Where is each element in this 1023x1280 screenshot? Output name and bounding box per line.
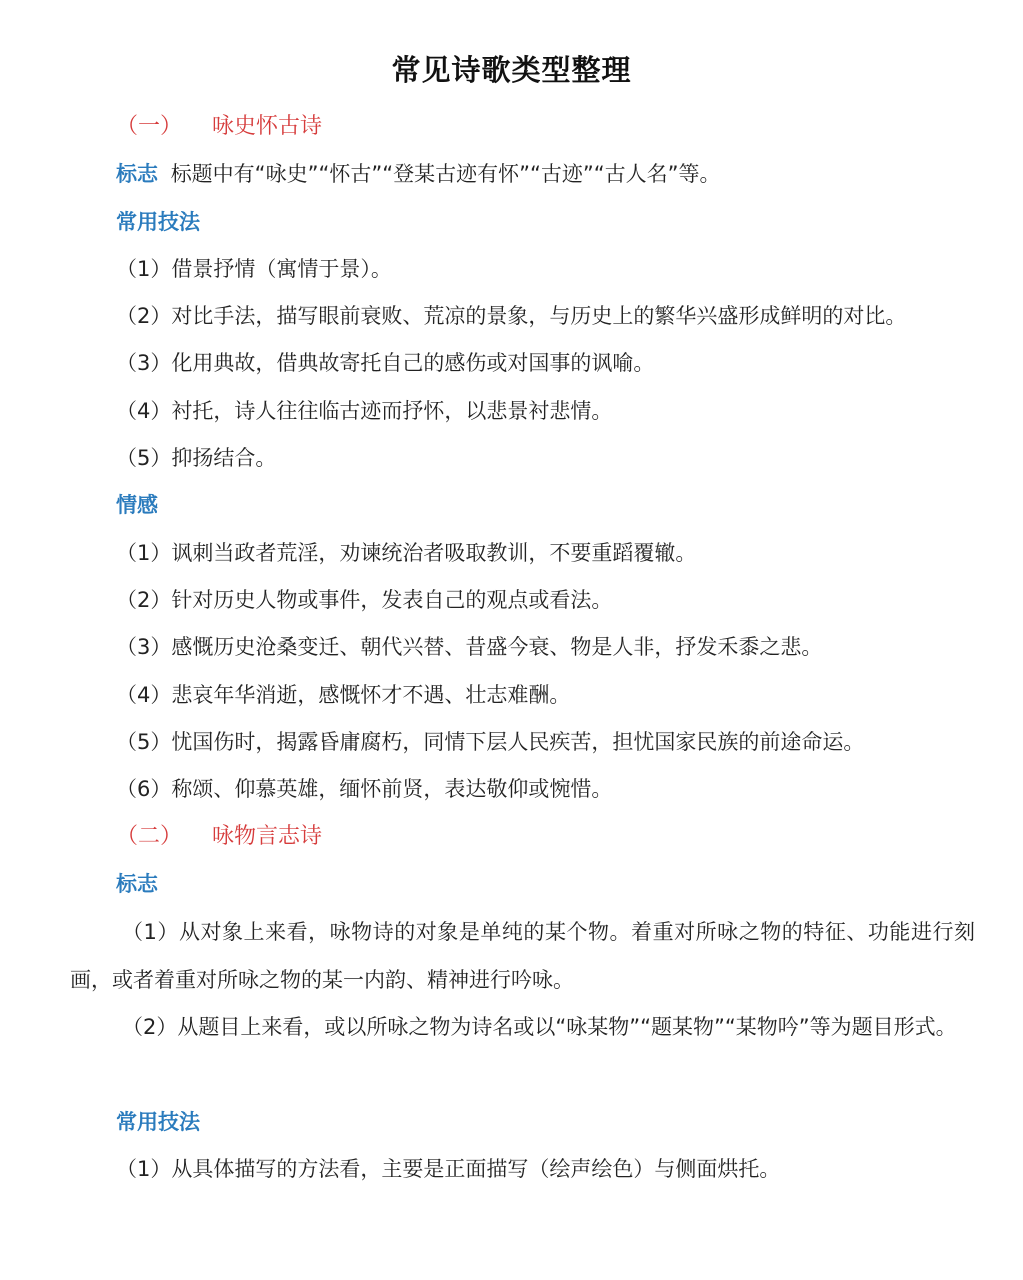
emotions-label-1: 情感 — [116, 493, 158, 517]
sign-paragraph: （2）从题目上来看，或以所咏之物为诗名或以“咏某物”“题某物”“某物吟”等为题目形式。 — [122, 1015, 957, 1039]
technique-item: （4）衬托，诗人往往临古迹而抒怀，以悲景衬悲情。 — [116, 399, 613, 423]
emotion-item: （1）讽刺当政者荒淫，劝谏统治者吸取教训，不要重蹈覆辙。 — [116, 541, 697, 565]
technique-item: （2）对比手法，描写眼前衰败、荒凉的景象，与历史上的繁华兴盛形成鲜明的对比。 — [116, 304, 907, 328]
section-title-2: 咏物言志诗 — [212, 824, 323, 849]
sign-paragraph: （1）从对象上来看，咏物诗的对象是单纯的某个物。着重对所咏之物的特征、功能进行刻画，或者着重对所咏之物的某一内韵、精神进行吟咏。 — [70, 920, 975, 992]
sign-label-2: 标志 — [116, 872, 158, 896]
emotion-item: （2）针对历史人物或事件，发表自己的观点或看法。 — [116, 588, 613, 612]
section-number-1: （一） — [116, 114, 183, 139]
sign-label-1: 标志 — [116, 162, 158, 186]
section-title-1: 咏史怀古诗 — [212, 114, 323, 139]
technique-item: （1）借景抒情（寓情于景）。 — [116, 257, 392, 281]
techniques-label-2: 常用技法 — [116, 1110, 200, 1134]
section-heading-1 — [116, 112, 322, 142]
technique-item: （3）化用典故，借典故寄托自己的感伤或对国事的讽喻。 — [116, 351, 655, 375]
sign-text-1: 标题中有“咏史”“怀古”“登某古迹有怀”“古迹”“古人名”等。 — [170, 162, 721, 186]
techniques-label-1: 常用技法 — [116, 210, 200, 234]
emotion-item: （5）忧国伤时，揭露昏庸腐朽，同情下层人民疾苦，担忧国家民族的前途命运。 — [116, 730, 865, 754]
emotion-item: （3）感慨历史沧桑变迁、朝代兴替、昔盛今衰、物是人非，抒发禾黍之悲。 — [116, 635, 823, 659]
emotion-item: （4）悲哀年华消逝，感慨怀才不遇、壮志难酬。 — [116, 683, 571, 707]
technique-item: （5）抑扬结合。 — [116, 446, 277, 470]
sign-line-1 — [116, 159, 720, 189]
technique-item: （1）从具体描写的方法看，主要是正面描写（绘声绘色）与侧面烘托。 — [116, 1157, 781, 1181]
emotion-item: （6）称颂、仰慕英雄，缅怀前贤，表达敬仰或惋惜。 — [116, 777, 613, 801]
section-number-2: （二） — [116, 824, 183, 849]
section-heading-2 — [116, 822, 322, 852]
page-title: 常见诗歌类型整理 — [391, 53, 632, 87]
